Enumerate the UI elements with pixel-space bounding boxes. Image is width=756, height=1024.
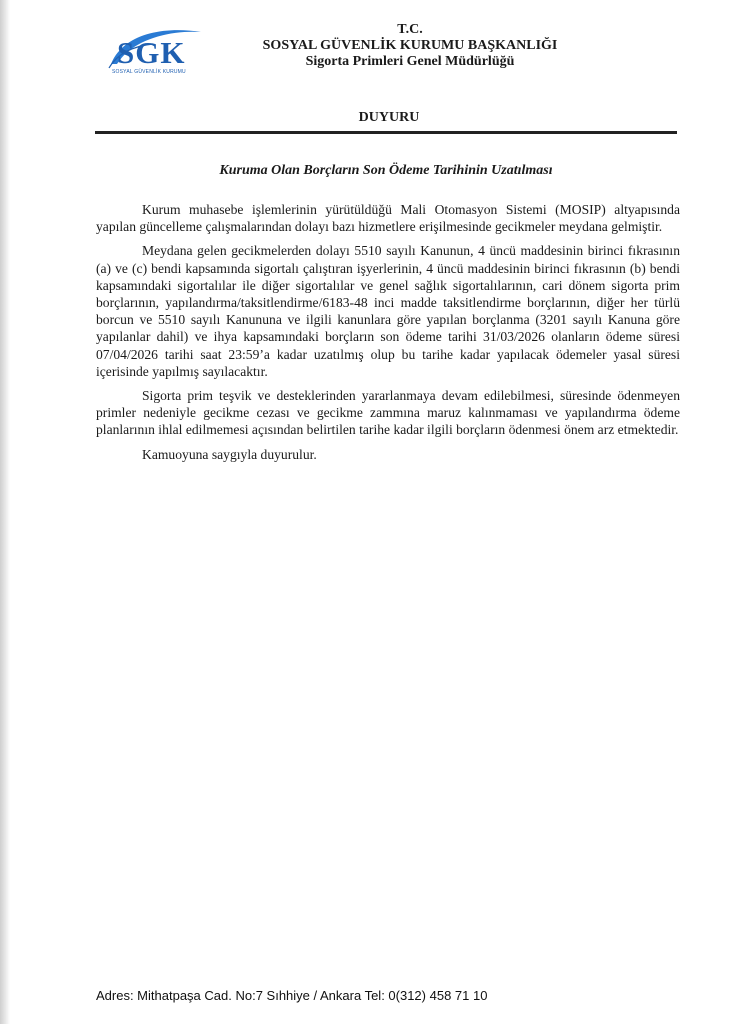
letterhead-line-2: SOSYAL GÜVENLİK KURUMU BAŞKANLIĞI [262, 38, 558, 53]
document-body [96, 201, 680, 470]
footer-address: Adres: Mithatpaşa Cad. No:7 Sıhhiye / Ankara Tel: 0(312) 458 71 10 [96, 988, 488, 1003]
logo-subtext: SOSYAL GÜVENLİK KURUMU [112, 69, 186, 75]
letterhead-line-1: T.C. [397, 22, 423, 37]
header-divider [95, 131, 677, 134]
letterhead-line-3: Sigorta Primleri Genel Müdürlüğü [305, 54, 515, 69]
body-paragraph-3: Sigorta prim teşvik ve desteklerinden yararlanmaya devam edilebilmesi, süresinde ödenmeyen primler nedeniyle gecikme cezası ve gecikme zammına maruz kalınmaması ve yapılandırma ödeme planlarının ihlal edilmemesi açısından belirtilen tarihe kadar ilgili borçların ödenmesi önem arz etmektedir. [96, 388, 680, 438]
page-edge-shadow [0, 0, 10, 1024]
logo-text: SGK [117, 35, 186, 70]
announcement-label: DUYURU [358, 110, 420, 125]
body-paragraph-2: Meydana gelen gecikmelerden dolayı 5510 sayılı Kanunun, 4 üncü maddesinin birinci fıkrasının (a) ve (c) bendi kapsamında sigortalı çalıştıran işyerlerinin, 4 üncü maddesinin birinci fıkrasının (b) bendi kapsamındaki sigortalılar ile diğer sigortalılar ve genel sağlık sigortalılarının, cari dönem sigorta prim borçlarının, yapılandırma/taksitlendirme/6183-48 inci madde taksitlendirme borçlarının, diğer her türlü borcun ve 5510 sayılı Kanununa ve ilgili kanunlara göre yapılan borçlanma (3201 sayılı Kanuna göre yapılanlar dahil) ve ihya kapsamındaki borçların son ödeme tarihi 31/03/2026 olanların ödeme süresi 07/04/2026 tarihi saat 23:59’a kadar uzatılmış olup bu tarihe kadar yapılacak ödemeler yasal süresi içerisinde yapılmış sayılacaktır. [96, 243, 680, 379]
letterhead [200, 22, 620, 70]
sgk-logo [103, 24, 203, 82]
body-paragraph-4: Kamuoyuna saygıyla duyurulur. [142, 446, 317, 462]
body-paragraph-1: Kurum muhasebe işlemlerinin yürütüldüğü Mali Otomasyon Sistemi (MOSIP) altyapısında yapılan güncelleme çalışmalarından dolayı bazı hizmetlere erişilmesinde gecikmeler meydana gelmiştir. [96, 202, 680, 235]
document-subject: Kuruma Olan Borçların Son Ödeme Tarihinin Uzatılması [219, 163, 553, 178]
